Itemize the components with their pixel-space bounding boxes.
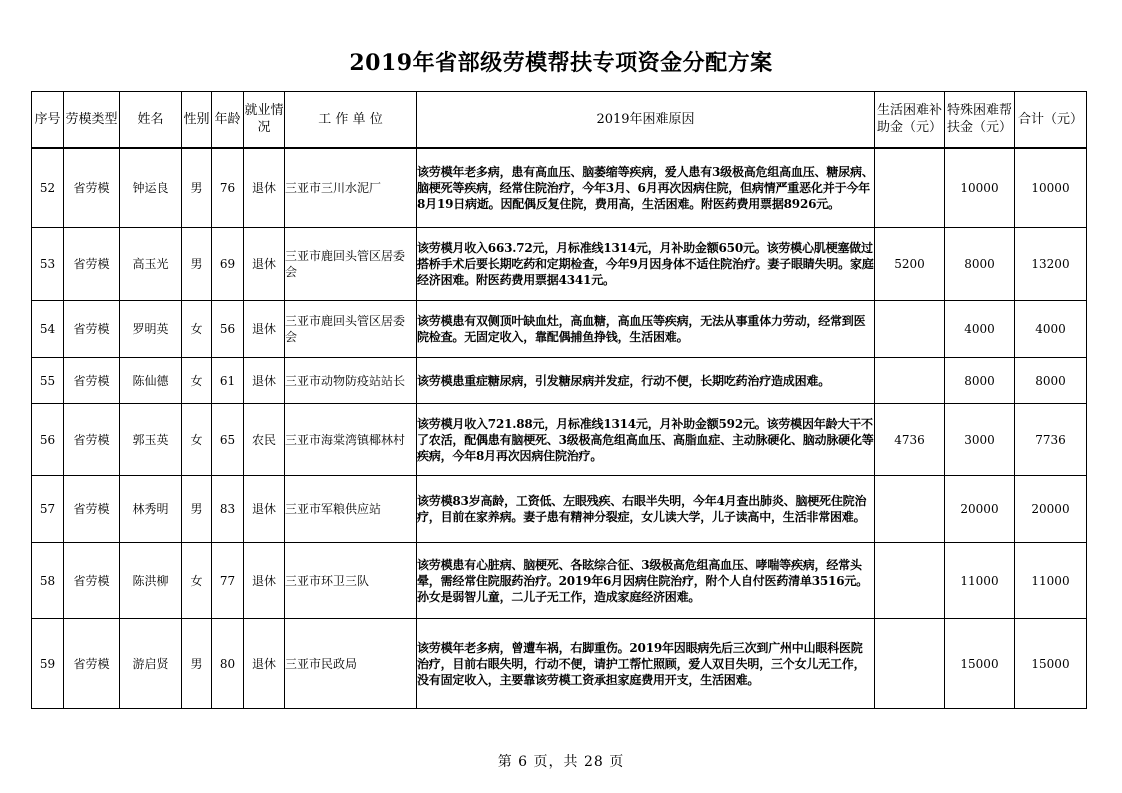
cell-living-subsidy: [875, 301, 945, 358]
cell-type: 省劳模: [64, 476, 120, 543]
cell-seq: 57: [32, 476, 64, 543]
cell-age: 83: [212, 476, 244, 543]
cell-special-aid: 20000: [945, 476, 1015, 543]
cell-living-subsidy: 4736: [875, 404, 945, 476]
cell-seq: 55: [32, 358, 64, 404]
cell-total: 10000: [1015, 148, 1087, 228]
cell-living-subsidy: [875, 358, 945, 404]
cell-unit: 三亚市海棠湾镇椰林村: [285, 404, 417, 476]
cell-gender: 男: [182, 476, 212, 543]
table-row: [32, 301, 1087, 358]
cell-living-subsidy: 5200: [875, 228, 945, 301]
header-reason: 2019年困难原因: [417, 92, 875, 148]
cell-living-subsidy: [875, 619, 945, 709]
table-row: [32, 228, 1087, 301]
table-row: [32, 543, 1087, 619]
cell-unit: 三亚市民政局: [285, 619, 417, 709]
cell-employment: 农民: [244, 404, 285, 476]
header-row: [32, 92, 1087, 148]
cell-living-subsidy: [875, 476, 945, 543]
cell-gender: 男: [182, 619, 212, 709]
cell-age: 61: [212, 358, 244, 404]
allocation-table: [31, 91, 1087, 709]
cell-total: 4000: [1015, 301, 1087, 358]
header-name: 姓名: [120, 92, 182, 148]
cell-special-aid: 15000: [945, 619, 1015, 709]
cell-age: 65: [212, 404, 244, 476]
cell-reason: 该劳模83岁高龄，工资低、左眼残疾、右眼半失明，今年4月查出肺炎、脑梗死住院治疗，目前在家养病。妻子患有精神分裂症，女儿读大学，儿子读高中，生活非常困难。: [417, 476, 875, 543]
cell-special-aid: 10000: [945, 148, 1015, 228]
cell-special-aid: 8000: [945, 358, 1015, 404]
cell-unit: 三亚市鹿回头管区居委会: [285, 301, 417, 358]
cell-reason: 该劳模月收入663.72元，月标准线1314元，月补助金额650元。该劳模心肌梗塞做过搭桥手术后要长期吃药和定期检查，今年9月因身体不适住院治疗。妻子眼睛失明。家庭经济困难。附医药费用票据4341元。: [417, 228, 875, 301]
cell-special-aid: 11000: [945, 543, 1015, 619]
cell-unit: 三亚市鹿回头管区居委会: [285, 228, 417, 301]
header-employment: 就业情况: [244, 92, 285, 148]
cell-name: 钟运良: [120, 148, 182, 228]
cell-type: 省劳模: [64, 619, 120, 709]
table-row: [32, 619, 1087, 709]
cell-age: 80: [212, 619, 244, 709]
cell-seq: 58: [32, 543, 64, 619]
cell-special-aid: 4000: [945, 301, 1015, 358]
cell-seq: 56: [32, 404, 64, 476]
cell-seq: 53: [32, 228, 64, 301]
cell-employment: 退休: [244, 301, 285, 358]
cell-type: 省劳模: [64, 404, 120, 476]
cell-total: 13200: [1015, 228, 1087, 301]
cell-type: 省劳模: [64, 228, 120, 301]
header-special: 特殊困难帮扶金（元）: [945, 92, 1015, 148]
cell-reason: 该劳模患有心脏病、脑梗死、各眩综合征、3级极高危组高血压、哮喘等疾病，经常头晕，需经常住院服药治疗。2019年6月因病住院治疗，附个人自付医药清单3516元。孙女是弱智儿童，二儿子无工作，造成家庭经济困难。: [417, 543, 875, 619]
cell-age: 77: [212, 543, 244, 619]
cell-type: 省劳模: [64, 148, 120, 228]
cell-gender: 女: [182, 301, 212, 358]
page-footer: 第 6 页，共 28 页: [497, 754, 625, 770]
cell-gender: 女: [182, 358, 212, 404]
header-living: 生活困难补助金（元）: [875, 92, 945, 148]
header-unit: 工 作 单 位: [285, 92, 417, 148]
header-total: 合计（元）: [1015, 92, 1087, 148]
header-gender: 性别: [182, 92, 212, 148]
header-age: 年龄: [212, 92, 244, 148]
cell-reason: 该劳模年老多病，曾遭车祸，右脚重伤。2019年因眼病先后三次到广州中山眼科医院治疗，目前右眼失明，行动不便，请护工帮忙照顾，爱人双目失明，三个女儿无工作，没有固定收入，主要靠该劳模工资承担家庭费用开支，生活困难。: [417, 619, 875, 709]
cell-age: 69: [212, 228, 244, 301]
cell-employment: 退休: [244, 476, 285, 543]
cell-name: 林秀明: [120, 476, 182, 543]
cell-name: 罗明英: [120, 301, 182, 358]
cell-living-subsidy: [875, 148, 945, 228]
cell-seq: 52: [32, 148, 64, 228]
cell-reason: 该劳模患有双侧顶叶缺血灶，高血糖，高血压等疾病，无法从事重体力劳动，经常到医院检查。无固定收入，靠配偶捕鱼挣钱，生活困难。: [417, 301, 875, 358]
cell-seq: 59: [32, 619, 64, 709]
cell-gender: 女: [182, 543, 212, 619]
cell-special-aid: 8000: [945, 228, 1015, 301]
cell-reason: 该劳模年老多病，患有高血压、脑萎缩等疾病，爱人患有3级极高危组高血压、糖尿病、脑梗死等疾病，经常住院治疗，今年3月、6月再次因病住院，但病情严重恶化并于今年8月19日病逝。因配偶反复住院，费用高，生活困难。附医药费用票据8926元。: [417, 148, 875, 228]
header-type: 劳模类型: [64, 92, 120, 148]
table-row: [32, 476, 1087, 543]
cell-employment: 退休: [244, 543, 285, 619]
cell-seq: 54: [32, 301, 64, 358]
cell-employment: 退休: [244, 619, 285, 709]
cell-gender: 男: [182, 228, 212, 301]
cell-name: 郭玉英: [120, 404, 182, 476]
cell-total: 11000: [1015, 543, 1087, 619]
cell-type: 省劳模: [64, 358, 120, 404]
cell-reason: 该劳模患重症糖尿病，引发糖尿病并发症，行动不便，长期吃药治疗造成困难。: [417, 358, 875, 404]
cell-gender: 男: [182, 148, 212, 228]
cell-name: 陈洪柳: [120, 543, 182, 619]
cell-type: 省劳模: [64, 543, 120, 619]
cell-total: 7736: [1015, 404, 1087, 476]
cell-name: 游启贤: [120, 619, 182, 709]
cell-unit: 三亚市三川水泥厂: [285, 148, 417, 228]
cell-name: 高玉光: [120, 228, 182, 301]
cell-reason: 该劳模月收入721.88元，月标准线1314元，月补助金额592元。该劳模因年龄大干不了农活，配偶患有脑梗死、3级极高危组高血压、高脂血症、主动脉硬化、脑动脉硬化等疾病，今年8月再次因病住院治疗。: [417, 404, 875, 476]
cell-unit: 三亚市动物防疫站站长: [285, 358, 417, 404]
table-row: [32, 358, 1087, 404]
cell-age: 76: [212, 148, 244, 228]
cell-gender: 女: [182, 404, 212, 476]
table-row: [32, 148, 1087, 228]
cell-total: 8000: [1015, 358, 1087, 404]
cell-age: 56: [212, 301, 244, 358]
cell-total: 20000: [1015, 476, 1087, 543]
page-title: 2019年省部级劳模帮扶专项资金分配方案: [349, 50, 773, 76]
cell-name: 陈仙德: [120, 358, 182, 404]
header-seq: 序号: [32, 92, 64, 148]
cell-unit: 三亚市环卫三队: [285, 543, 417, 619]
cell-total: 15000: [1015, 619, 1087, 709]
cell-employment: 退休: [244, 358, 285, 404]
cell-living-subsidy: [875, 543, 945, 619]
cell-employment: 退休: [244, 148, 285, 228]
cell-employment: 退休: [244, 228, 285, 301]
cell-unit: 三亚市军粮供应站: [285, 476, 417, 543]
cell-special-aid: 3000: [945, 404, 1015, 476]
cell-type: 省劳模: [64, 301, 120, 358]
table-row: [32, 404, 1087, 476]
